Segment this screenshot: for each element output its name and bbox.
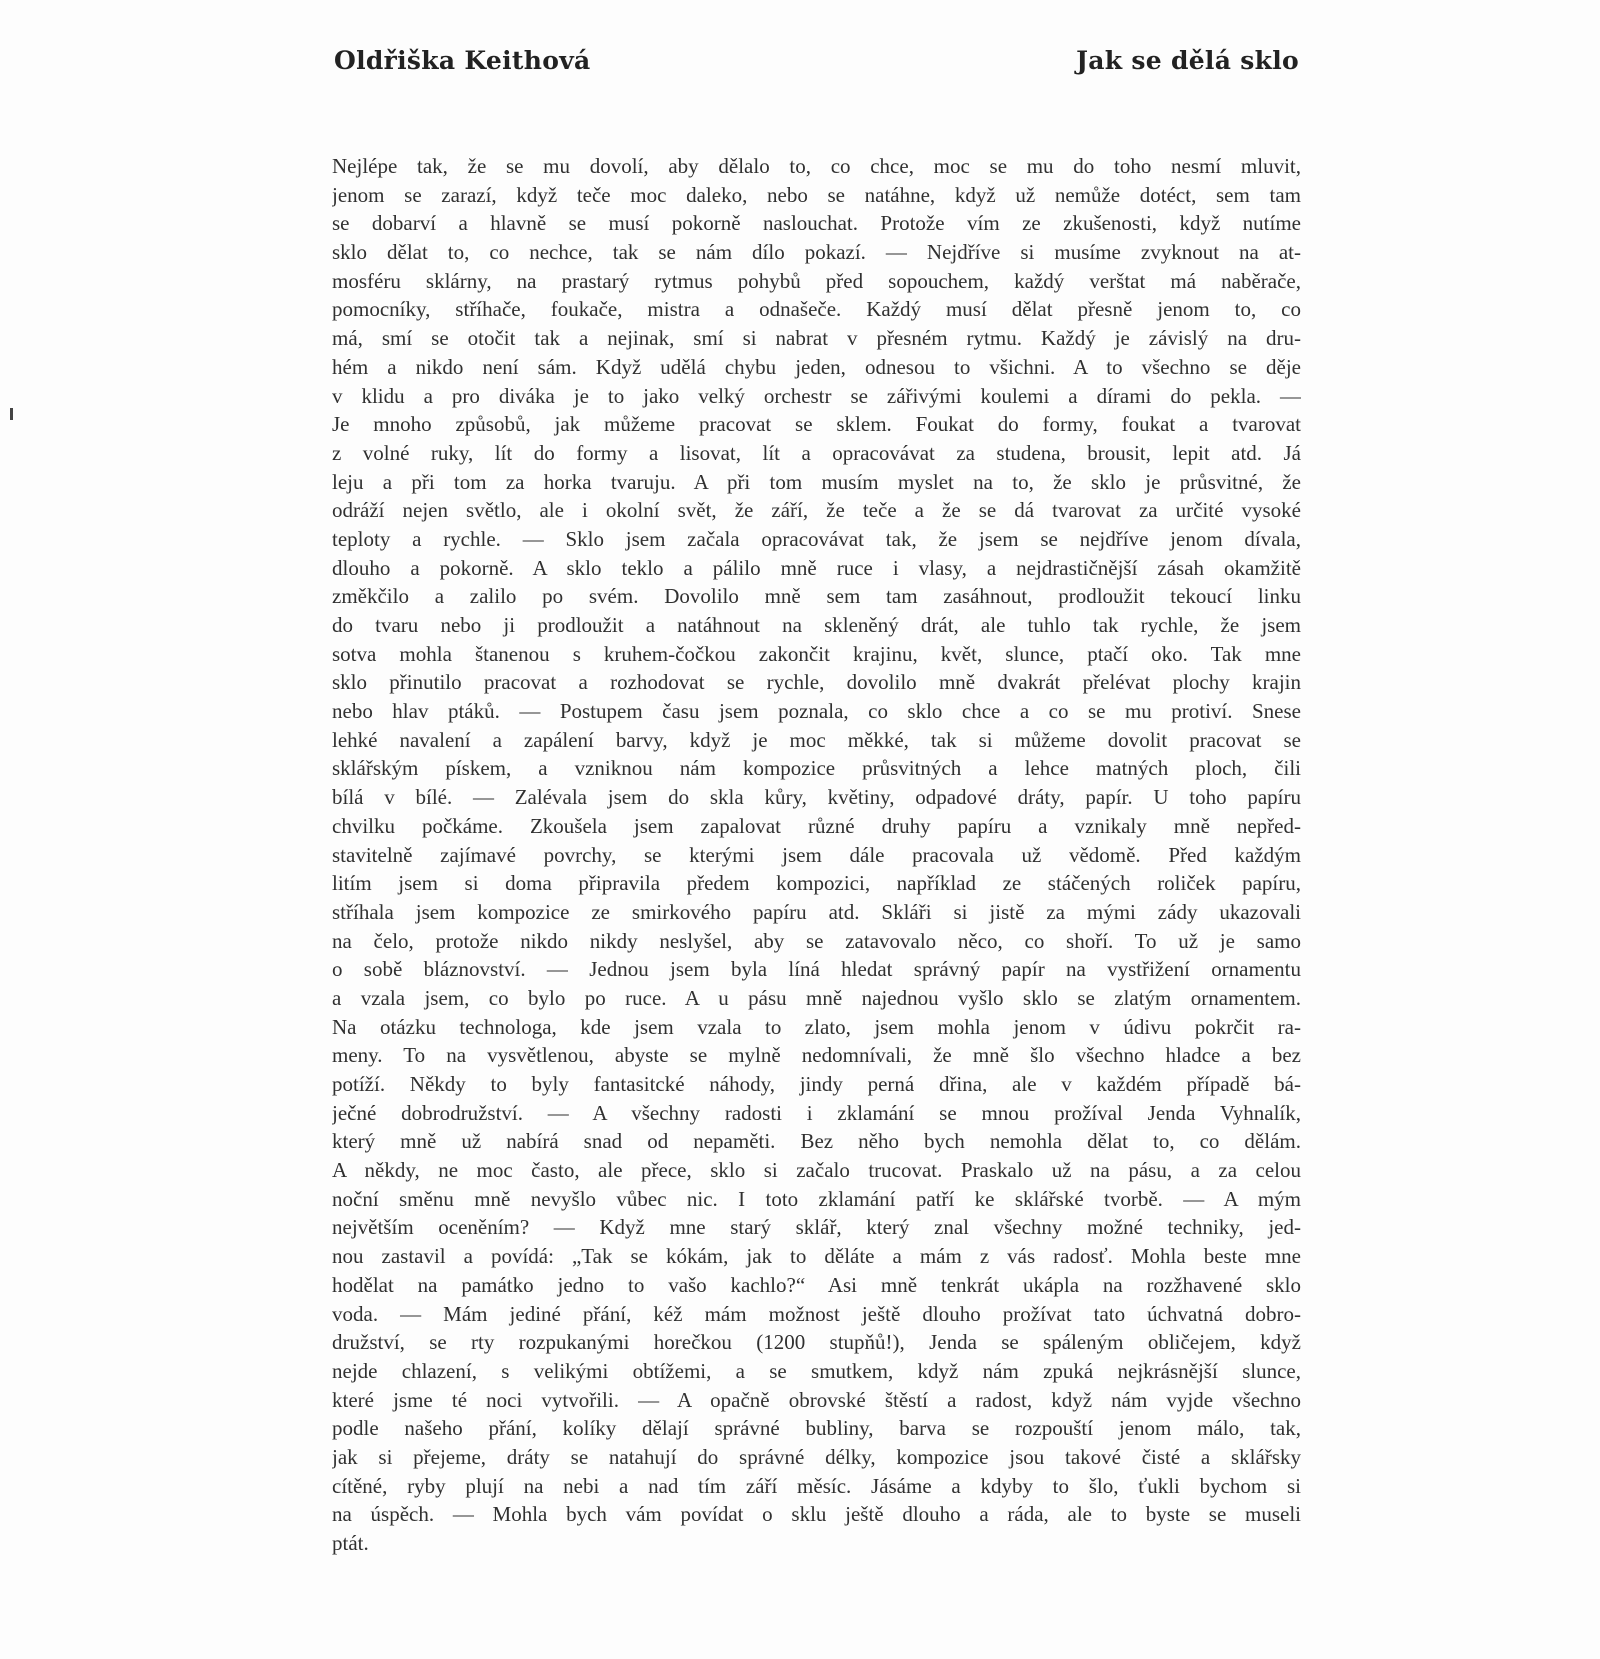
body-line: leju a při tom za horka tvaruju. A při tom musím myslet na to, že sklo je průsvitné, že [332,469,1301,494]
body-line: bílá v bílé. — Zalévala jsem do skla kůry, květiny, odpadové dráty, papír. U toho papíru [332,785,1301,810]
body-line: v klidu a pro diváka je to jako velký orchestr se zářivými koulemi a dírami do pekla. — [332,383,1301,408]
body-line: sklářským pískem, a vzniknou nám kompozice průsvitných a lehce matných ploch, čili [332,756,1301,781]
body-line: a vzala jsem, co bylo po ruce. A u pásu mně najednou vyšlo sklo se zlatým ornamentem. [332,985,1301,1010]
body-line: litím jsem si doma připravila předem kompozici, například ze stáčených roliček papíru, [332,871,1301,896]
body-line: mosféru sklárny, na prastarý rytmus pohybů před sopouchem, každý verštat má naběrače, [332,268,1301,293]
body-line: o sobě bláznovství. — Jednou jsem byla líná hledat správný papír na vystřižení ornamentu [332,957,1301,982]
body-line: sklo přinutilo pracovat a rozhodovat se rychle, dovolilo mně dvakrát přelévat plochy krajin [332,670,1301,695]
body-line: odráží nejen světlo, ale i okolní svět, že září, že teče a že se dá tvarovat za určité vysoké [332,498,1301,523]
body-line: dlouho a pokorně. A sklo teklo a pálilo mně ruce i vlasy, a nejdrastičnější zásah okamžitě [332,555,1301,580]
body-line: stavitelně zajímavé povrchy, se kterými jsem dále pracovala už vědomě. Před každým [332,842,1301,867]
body-line: pomocníky, stříhače, foukače, mistra a odnašeče. Každý musí dělat přesně jenom to, co [332,297,1301,322]
body-line: voda. — Mám jediné přání, kéž mám možnost ještě dlouho prožívat tato úchvatná dobro- [332,1301,1301,1326]
body-line: největším oceněním? — Když mne starý sklář, který znal všechny možné techniky, jed- [332,1215,1301,1240]
body-line: nou zastavil a povídá: „Tak se kókám, jak to děláte a mám z vás radosť. Mohla beste mne [332,1244,1301,1269]
body-line: jak si přejeme, dráty se natahují do správné délky, kompozice jsou takové čisté a sklářsky [332,1444,1301,1469]
body-line: má, smí se otočit tak a nejinak, smí si nabrat v přesném rytmu. Každý je závislý na dru- [332,326,1301,351]
body-line: nebo hlav ptáků. — Postupem času jsem poznala, co sklo chce a co se mu protiví. Snese [332,699,1301,724]
body-line: které jsme té noci vytvořili. — A opačně obrovské štěstí a radost, když nám vyjde všechno [332,1387,1301,1412]
body-line: jenom se zarazí, když teče moc daleko, nebo se natáhne, když už nemůže dotéct, sem tam [332,182,1301,207]
body-line: potíží. Někdy to byly fantasitcké náhody, jindy perná dřina, ale v každém případě bá- [332,1072,1301,1096]
body-line: změkčilo a zalilo po svém. Dovolilo mně sem tam zasáhnout, prodloužit tekoucí linku [332,584,1301,609]
body-line: družství, se rty rozpukanými horečkou (1200 stupňů!), Jenda se spáleným obličejem, když [332,1330,1301,1355]
body-line: nejde chlazení, s velikými obtížemi, a se smutkem, když nám zpuká nejkrásnější slunce, [332,1358,1301,1383]
body-line: sotva mohla štanenou s kruhem-čočkou zakončit krajinu, květ, slunce, ptačí oko. Tak mne [332,641,1301,666]
body-line: se dobarví a hlavně se musí pokorně naslouchat. Protože vím ze zkušenosti, když nutíme [332,211,1301,236]
body-line: A někdy, ne moc často, ale přece, sklo si začalo trucovat. Praskalo už na pásu, a za celou [332,1158,1301,1183]
body-line: podle našeho přání, kolíky dělají správné bubliny, barva se rozpouští jenom málo, tak, [332,1416,1301,1441]
body-line: který mně už nabírá snad od nepaměti. Bez něho bych nemohla dělat to, co dělám. [332,1129,1301,1154]
body-line: teploty a rychle. — Sklo jsem začala opracovávat tak, že jsem se nejdříve jenom dívala, [332,526,1301,551]
body-line: chvilku počkáme. Zkoušela jsem zapalovat různé druhy papíru a vznikaly mně nepřed- [332,813,1301,838]
header-title: Jak se dělá sklo [1076,46,1299,75]
body-line: meny. To na vysvětlenou, abyste se mylně nedomnívali, že mně šlo všechno hladce a bez [332,1043,1301,1068]
body-line: lehké navalení a zapálení barvy, když je moc měkké, tak si můžeme dovolit pracovat se [332,727,1301,752]
body-line: na čelo, protože nikdo nikdy neslyšel, aby se zatavovalo něco, co shoří. To už je samo [332,928,1301,953]
body-line: ptát. [332,1531,369,1555]
body-line: hodělat na památko jedno to vašo kachlo?“ Asi mně tenkrát ukápla na rozžhavené sklo [332,1272,1301,1297]
body-line: Je mnoho způsobů, jak můžeme pracovat se sklem. Foukat do formy, foukat a tvarovat [332,412,1301,437]
body-line: hém a nikdo není sám. Když udělá chybu jeden, odnesou to všichni. A to všechno se děje [332,354,1301,379]
body-line: Nejlépe tak, že se mu dovolí, aby dělalo to, co chce, moc se mu do toho nesmí mluvit, [332,154,1301,178]
body-line: z volné ruky, lít do formy a lisovat, lít a opracovávat za studena, brousit, lepit atd. Já [332,440,1301,465]
body-line: noční směnu mně nevyšlo vůbec nic. I toto zklamání patří ke sklářské tvorbě. — A mým [332,1186,1301,1211]
margin-mark [10,408,13,420]
body-line: do tvaru nebo ji prodloužit a natáhnout na skleněný drát, ale tuhlo tak rychle, že jsem [332,613,1301,637]
body-line: na úspěch. — Mohla bych vám povídat o sklu ještě dlouho a ráda, ale to byste se museli [332,1502,1301,1527]
body-line: stříhala jsem kompozice ze smirkového papíru atd. Skláři si jistě za mými zády ukazovali [332,899,1301,924]
body-line: cítěné, ryby plují na nebi a nad tím září měsíc. Jásáme a kdyby to šlo, ťukli bychom si [332,1473,1301,1498]
body-line: Na otázku technologa, kde jsem vzala to zlato, jsem mohla jenom v údivu pokrčit ra- [332,1014,1301,1039]
header-author: Oldřiška Keithová [334,46,591,75]
article-body [332,152,1301,1558]
body-line: sklo dělat to, co nechce, tak se nám dílo pokazí. — Nejdříve si musíme zvyknout na at- [332,240,1301,265]
body-line: ječné dobrodružství. — A všechny radosti i zklamání se mnou prožíval Jenda Vyhnalík, [332,1100,1301,1125]
